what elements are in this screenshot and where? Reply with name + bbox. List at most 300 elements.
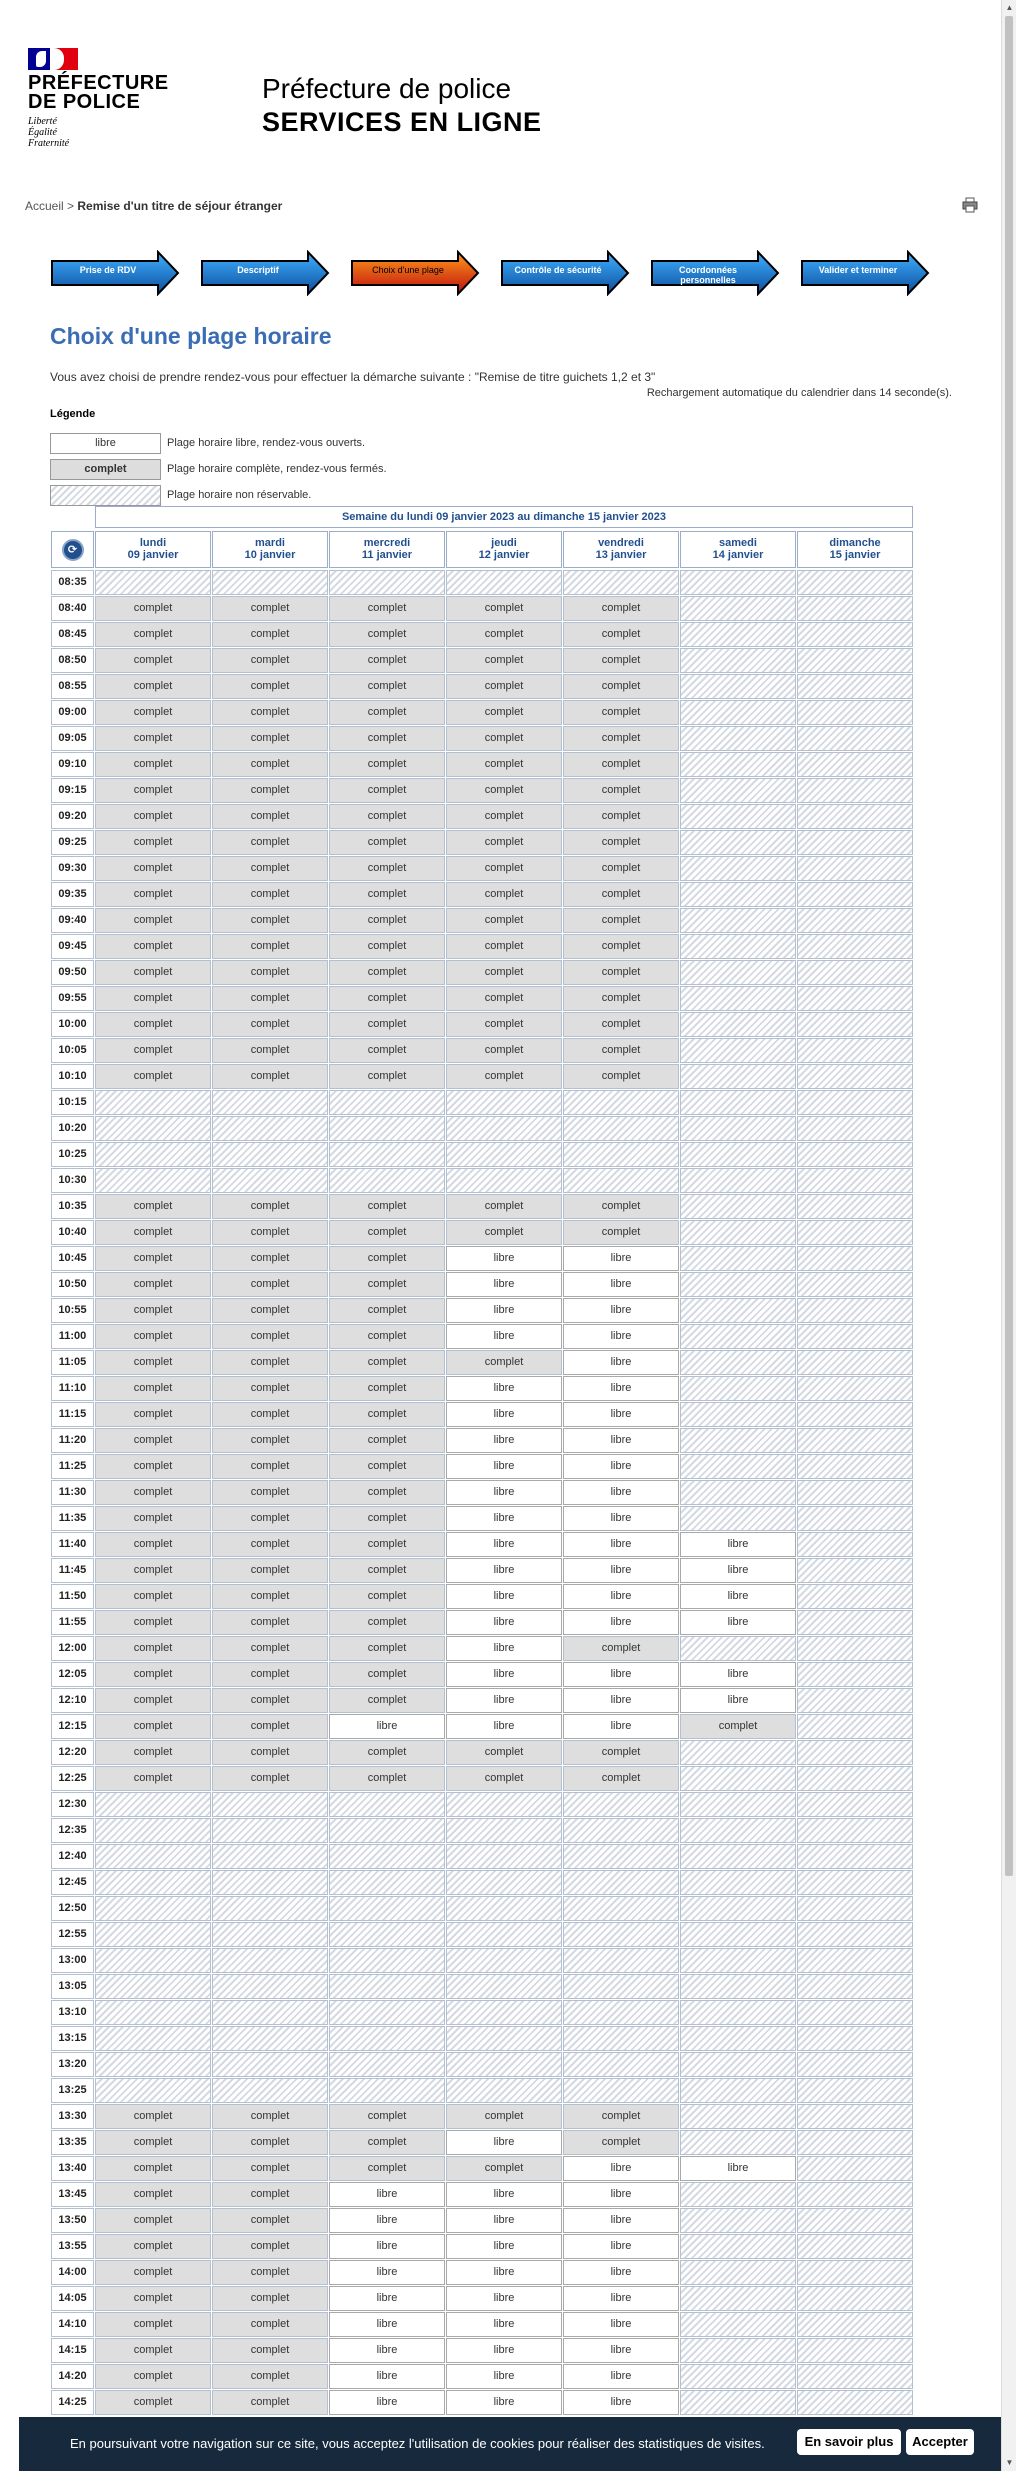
- slot-non-reservable: [446, 1142, 562, 1167]
- time-row: [51, 1870, 913, 1895]
- slot-non-reservable: [680, 1090, 796, 1115]
- slot-libre[interactable]: libre: [329, 2182, 445, 2207]
- slot-libre[interactable]: libre: [329, 2234, 445, 2259]
- slot-libre[interactable]: libre: [446, 2234, 562, 2259]
- slot-non-reservable: [680, 752, 796, 777]
- slot-complet: complet: [212, 674, 328, 699]
- slot-non-reservable: [212, 570, 328, 595]
- slot-libre[interactable]: libre: [563, 1506, 679, 1531]
- scroll-down-arrow-icon[interactable]: ▼: [1005, 2458, 1014, 2467]
- slot-complet: complet: [563, 1740, 679, 1765]
- slot-libre[interactable]: libre: [329, 2260, 445, 2285]
- slot-libre[interactable]: libre: [329, 2338, 445, 2363]
- slot-complet: complet: [329, 804, 445, 829]
- slot-non-reservable: [797, 1220, 913, 1245]
- slot-non-reservable: [563, 2000, 679, 2025]
- time-label: 11:55: [51, 1610, 94, 1635]
- slot-non-reservable: [797, 2338, 913, 2363]
- slot-non-reservable: [563, 1896, 679, 1921]
- prefecture-logo[interactable]: [28, 48, 169, 149]
- time-label: 12:20: [51, 1740, 94, 1765]
- slot-non-reservable: [797, 1428, 913, 1453]
- time-row: [51, 1584, 913, 1609]
- slot-complet: complet: [212, 1558, 328, 1583]
- slot-complet: complet: [95, 1246, 211, 1271]
- slot-non-reservable: [329, 1896, 445, 1921]
- slot-complet: complet: [446, 648, 562, 673]
- time-label: 13:45: [51, 2182, 94, 2207]
- slot-libre[interactable]: libre: [446, 1714, 562, 1739]
- slot-non-reservable: [797, 2260, 913, 2285]
- slot-libre[interactable]: libre: [563, 2182, 679, 2207]
- slot-libre[interactable]: libre: [446, 2390, 562, 2415]
- slot-complet: complet: [212, 1662, 328, 1687]
- slot-libre[interactable]: libre: [446, 1454, 562, 1479]
- time-label: 10:15: [51, 1090, 94, 1115]
- slot-non-reservable: [329, 1090, 445, 1115]
- reload-countdown: Rechargement automatique du calendrier dans 14 seconde(s).: [646, 387, 952, 399]
- slot-libre[interactable]: libre: [446, 1636, 562, 1661]
- time-label: 12:10: [51, 1688, 94, 1713]
- time-label: 09:40: [51, 908, 94, 933]
- slot-non-reservable: [95, 1948, 211, 1973]
- time-row: [51, 700, 913, 725]
- slot-complet: complet: [212, 1194, 328, 1219]
- motto-egalite: Égalité: [28, 127, 57, 138]
- time-row: [51, 1012, 913, 1037]
- slot-non-reservable: [563, 1818, 679, 1843]
- slot-complet: complet: [95, 1350, 211, 1375]
- slot-non-reservable: [563, 1974, 679, 1999]
- slot-libre[interactable]: libre: [563, 1402, 679, 1427]
- slot-libre[interactable]: libre: [446, 1688, 562, 1713]
- day-header-lundi: [95, 531, 211, 568]
- page-title: Choix d'une plage horaire: [50, 323, 332, 349]
- slot-non-reservable: [563, 1922, 679, 1947]
- slot-non-reservable: [446, 1948, 562, 1973]
- slot-libre[interactable]: libre: [446, 1558, 562, 1583]
- time-row: [51, 830, 913, 855]
- slot-complet: complet: [212, 778, 328, 803]
- slot-non-reservable: [95, 2052, 211, 2077]
- slot-non-reservable: [680, 934, 796, 959]
- slot-non-reservable: [212, 1142, 328, 1167]
- slot-non-reservable: [680, 1922, 796, 1947]
- time-row: [51, 2182, 913, 2207]
- time-label: 10:00: [51, 1012, 94, 1037]
- slot-complet: complet: [446, 596, 562, 621]
- slot-complet: complet: [212, 1480, 328, 1505]
- slot-non-reservable: [797, 778, 913, 803]
- slot-non-reservable: [797, 1402, 913, 1427]
- slot-non-reservable: [563, 1116, 679, 1141]
- time-row: [51, 1454, 913, 1479]
- slot-libre[interactable]: libre: [446, 2260, 562, 2285]
- slot-complet: complet: [95, 1688, 211, 1713]
- slot-libre[interactable]: libre: [329, 2312, 445, 2337]
- slot-libre[interactable]: libre: [680, 1610, 796, 1635]
- slot-complet: complet: [212, 2104, 328, 2129]
- time-label: 14:05: [51, 2286, 94, 2311]
- slot-non-reservable: [797, 1324, 913, 1349]
- slot-libre[interactable]: libre: [563, 1610, 679, 1635]
- slot-libre[interactable]: libre: [446, 1662, 562, 1687]
- slot-non-reservable: [680, 596, 796, 621]
- slot-complet: complet: [563, 700, 679, 725]
- time-label: 09:10: [51, 752, 94, 777]
- slot-non-reservable: [680, 726, 796, 751]
- slot-complet: complet: [329, 1012, 445, 1037]
- slot-complet: complet: [95, 1324, 211, 1349]
- slot-complet: complet: [446, 856, 562, 881]
- slot-complet: complet: [212, 752, 328, 777]
- breadcrumb: [25, 199, 282, 213]
- slot-non-reservable: [680, 2130, 796, 2155]
- slot-libre[interactable]: libre: [563, 2286, 679, 2311]
- slot-complet: complet: [563, 908, 679, 933]
- slot-non-reservable: [680, 1428, 796, 1453]
- slot-libre[interactable]: libre: [563, 1428, 679, 1453]
- slot-non-reservable: [563, 1870, 679, 1895]
- time-label: 09:35: [51, 882, 94, 907]
- slot-libre[interactable]: libre: [446, 2286, 562, 2311]
- breadcrumb-home-link[interactable]: Accueil: [25, 199, 64, 213]
- step-label: Contrôle de sécurité: [514, 265, 602, 275]
- slot-non-reservable: [680, 1298, 796, 1323]
- refresh-button[interactable]: [51, 531, 94, 568]
- slot-non-reservable: [446, 1922, 562, 1947]
- slot-complet: complet: [95, 1402, 211, 1427]
- slot-complet: complet: [563, 2104, 679, 2129]
- time-label: 12:35: [51, 1818, 94, 1843]
- slot-non-reservable: [680, 778, 796, 803]
- slot-libre[interactable]: libre: [563, 1532, 679, 1557]
- time-label: 12:05: [51, 1662, 94, 1687]
- slot-non-reservable: [446, 2078, 562, 2103]
- slot-complet: complet: [329, 700, 445, 725]
- slot-non-reservable: [95, 1974, 211, 1999]
- slot-non-reservable: [797, 1714, 913, 1739]
- slot-libre[interactable]: libre: [446, 2364, 562, 2389]
- slot-non-reservable: [797, 1298, 913, 1323]
- time-row: [51, 2208, 913, 2233]
- slot-non-reservable: [446, 1844, 562, 1869]
- slot-non-reservable: [446, 1974, 562, 1999]
- page-scrollbar[interactable]: [1001, 0, 1016, 2471]
- legend-row-libre: [50, 430, 387, 456]
- slot-non-reservable: [680, 856, 796, 881]
- slot-complet: complet: [212, 1454, 328, 1479]
- slot-libre[interactable]: libre: [563, 1688, 679, 1713]
- slot-complet: complet: [95, 856, 211, 881]
- slot-libre[interactable]: libre: [563, 1272, 679, 1297]
- slot-complet: complet: [329, 882, 445, 907]
- slot-libre[interactable]: libre: [563, 2260, 679, 2285]
- step-label: Prise de RDV: [79, 265, 137, 275]
- slot-libre[interactable]: libre: [563, 2234, 679, 2259]
- slot-complet: complet: [446, 778, 562, 803]
- slot-non-reservable: [563, 1792, 679, 1817]
- slot-non-reservable: [680, 2234, 796, 2259]
- time-label: 11:45: [51, 1558, 94, 1583]
- slot-non-reservable: [797, 1350, 913, 1375]
- slot-non-reservable: [680, 1792, 796, 1817]
- time-row: [51, 726, 913, 751]
- slot-complet: complet: [95, 1376, 211, 1401]
- slot-complet: complet: [212, 1064, 328, 1089]
- slot-libre[interactable]: libre: [563, 1298, 679, 1323]
- slot-non-reservable: [446, 1870, 562, 1895]
- slot-complet: complet: [329, 1532, 445, 1557]
- time-row: [51, 2026, 913, 2051]
- slot-non-reservable: [797, 1688, 913, 1713]
- slot-non-reservable: [680, 1194, 796, 1219]
- legend-box-complet: complet: [50, 459, 161, 480]
- slot-non-reservable: [212, 1974, 328, 1999]
- slot-non-reservable: [95, 1844, 211, 1869]
- slot-libre[interactable]: libre: [563, 1662, 679, 1687]
- slot-libre[interactable]: libre: [446, 1480, 562, 1505]
- slot-libre[interactable]: libre: [563, 1480, 679, 1505]
- time-label: 11:50: [51, 1584, 94, 1609]
- time-row: [51, 1220, 913, 1245]
- time-label: 11:30: [51, 1480, 94, 1505]
- slot-complet: complet: [329, 960, 445, 985]
- time-label: 11:40: [51, 1532, 94, 1557]
- time-label: 10:45: [51, 1246, 94, 1271]
- slot-libre[interactable]: libre: [563, 1324, 679, 1349]
- slot-non-reservable: [563, 1142, 679, 1167]
- slot-complet: complet: [329, 1272, 445, 1297]
- slot-libre[interactable]: libre: [563, 1584, 679, 1609]
- slot-complet: complet: [329, 1324, 445, 1349]
- time-row: [51, 2130, 913, 2155]
- time-row: [51, 1116, 913, 1141]
- slot-complet: complet: [95, 700, 211, 725]
- time-row: [51, 1246, 913, 1271]
- slot-non-reservable: [680, 622, 796, 647]
- time-label: 13:30: [51, 2104, 94, 2129]
- time-row: [51, 1402, 913, 1427]
- legend-box-non-reservable: [50, 485, 161, 506]
- slot-libre[interactable]: libre: [446, 1246, 562, 1271]
- day-date: 14 janvier: [712, 549, 764, 561]
- time-label: 12:00: [51, 1636, 94, 1661]
- slot-complet: complet: [329, 1220, 445, 1245]
- slot-libre[interactable]: libre: [446, 1376, 562, 1401]
- slot-non-reservable: [797, 804, 913, 829]
- slot-libre[interactable]: libre: [563, 1350, 679, 1375]
- slot-libre[interactable]: libre: [563, 2390, 679, 2415]
- slot-non-reservable: [797, 1896, 913, 1921]
- time-row: [51, 674, 913, 699]
- slot-non-reservable: [680, 1636, 796, 1661]
- slot-non-reservable: [212, 2000, 328, 2025]
- time-row: [51, 856, 913, 881]
- slot-libre[interactable]: libre: [446, 2130, 562, 2155]
- slot-complet: complet: [329, 622, 445, 647]
- site-title: [262, 72, 542, 138]
- slot-libre[interactable]: libre: [680, 2156, 796, 2181]
- slot-libre[interactable]: libre: [329, 2364, 445, 2389]
- slot-non-reservable: [797, 2026, 913, 2051]
- slot-libre[interactable]: libre: [446, 1610, 562, 1635]
- slot-non-reservable: [797, 1506, 913, 1531]
- slot-complet: complet: [446, 700, 562, 725]
- slot-libre[interactable]: libre: [563, 2156, 679, 2181]
- slot-non-reservable: [212, 1922, 328, 1947]
- slot-non-reservable: [329, 570, 445, 595]
- slot-libre[interactable]: libre: [329, 2208, 445, 2233]
- slot-libre[interactable]: libre: [680, 1584, 796, 1609]
- time-label: 13:15: [51, 2026, 94, 2051]
- slot-libre[interactable]: libre: [446, 2182, 562, 2207]
- slot-libre[interactable]: libre: [680, 1532, 796, 1557]
- time-label: 11:10: [51, 1376, 94, 1401]
- slot-libre[interactable]: libre: [563, 2208, 679, 2233]
- slot-complet: complet: [212, 1402, 328, 1427]
- slot-complet: complet: [446, 804, 562, 829]
- cookie-more-button[interactable]: En savoir plus: [797, 2429, 901, 2455]
- slot-complet: complet: [329, 1662, 445, 1687]
- slot-libre[interactable]: libre: [446, 2312, 562, 2337]
- slot-libre[interactable]: libre: [563, 2312, 679, 2337]
- time-label: 10:10: [51, 1064, 94, 1089]
- slot-non-reservable: [446, 570, 562, 595]
- slot-non-reservable: [797, 1870, 913, 1895]
- day-name: lundi: [139, 537, 167, 549]
- slot-non-reservable: [212, 1948, 328, 1973]
- slot-libre[interactable]: libre: [563, 1376, 679, 1401]
- slot-non-reservable: [329, 2026, 445, 2051]
- slot-non-reservable: [563, 2052, 679, 2077]
- slot-complet: complet: [329, 752, 445, 777]
- time-row: [51, 908, 913, 933]
- time-row: [51, 1142, 913, 1167]
- slot-non-reservable: [680, 2338, 796, 2363]
- slot-libre[interactable]: libre: [446, 2338, 562, 2363]
- slot-libre[interactable]: libre: [446, 1402, 562, 1427]
- slot-non-reservable: [563, 1090, 679, 1115]
- slot-complet: complet: [212, 1298, 328, 1323]
- slot-libre[interactable]: libre: [329, 1714, 445, 1739]
- time-label: 09:20: [51, 804, 94, 829]
- slot-libre[interactable]: libre: [563, 2338, 679, 2363]
- step-1: [50, 250, 180, 296]
- time-label: 10:40: [51, 1220, 94, 1245]
- slot-libre[interactable]: libre: [563, 1454, 679, 1479]
- slot-complet: complet: [95, 2156, 211, 2181]
- legend-title: Légende: [50, 408, 96, 420]
- slot-complet: complet: [329, 1766, 445, 1791]
- slot-complet: complet: [212, 1506, 328, 1531]
- time-row: [51, 2104, 913, 2129]
- slot-libre[interactable]: libre: [446, 1272, 562, 1297]
- time-label: 13:40: [51, 2156, 94, 2181]
- slot-non-reservable: [680, 1948, 796, 1973]
- slot-complet: complet: [446, 752, 562, 777]
- slot-non-reservable: [797, 1818, 913, 1843]
- time-row: [51, 1272, 913, 1297]
- slot-libre[interactable]: libre: [446, 2208, 562, 2233]
- slot-libre[interactable]: libre: [563, 2364, 679, 2389]
- slot-complet: complet: [680, 1714, 796, 1739]
- step-5: [650, 250, 780, 296]
- slot-complet: complet: [212, 622, 328, 647]
- slot-non-reservable: [680, 2000, 796, 2025]
- slot-libre[interactable]: libre: [446, 1428, 562, 1453]
- slot-non-reservable: [680, 648, 796, 673]
- slot-complet: complet: [446, 1194, 562, 1219]
- slot-complet: complet: [329, 1246, 445, 1271]
- scroll-up-arrow-icon[interactable]: ▲: [1005, 3, 1014, 12]
- time-label: 11:00: [51, 1324, 94, 1349]
- slot-complet: complet: [563, 778, 679, 803]
- slot-non-reservable: [680, 2104, 796, 2129]
- slot-libre[interactable]: libre: [563, 1558, 679, 1583]
- day-header-vendredi: [563, 531, 679, 568]
- legend-box-libre: libre: [50, 433, 161, 454]
- slot-complet: complet: [212, 2312, 328, 2337]
- slot-non-reservable: [797, 1454, 913, 1479]
- slot-complet: complet: [563, 934, 679, 959]
- step-label: Descriptif: [237, 265, 279, 275]
- slot-libre[interactable]: libre: [680, 1662, 796, 1687]
- slot-complet: complet: [95, 596, 211, 621]
- cookie-accept-button[interactable]: Accepter: [906, 2429, 974, 2455]
- time-label: 12:50: [51, 1896, 94, 1921]
- slot-non-reservable: [563, 570, 679, 595]
- site-title-line-2: SERVICES EN LIGNE: [262, 107, 542, 137]
- slot-non-reservable: [563, 2026, 679, 2051]
- time-label: 09:15: [51, 778, 94, 803]
- slot-non-reservable: [329, 1948, 445, 1973]
- slot-non-reservable: [797, 2312, 913, 2337]
- step-label: Choix d'une plage: [372, 265, 444, 275]
- slot-libre[interactable]: libre: [446, 1298, 562, 1323]
- slot-libre[interactable]: libre: [329, 2286, 445, 2311]
- time-row: [51, 2052, 913, 2077]
- day-name: mardi: [255, 537, 285, 549]
- slot-non-reservable: [797, 2052, 913, 2077]
- slot-libre[interactable]: libre: [563, 1246, 679, 1271]
- legend: [50, 430, 387, 508]
- slot-non-reservable: [329, 1844, 445, 1869]
- slot-non-reservable: [680, 1324, 796, 1349]
- slot-libre[interactable]: libre: [563, 1714, 679, 1739]
- breadcrumb-current: Remise d'un titre de séjour étranger: [77, 199, 283, 213]
- time-label: 13:55: [51, 2234, 94, 2259]
- slot-complet: complet: [95, 2234, 211, 2259]
- scrollbar-thumb[interactable]: [1005, 16, 1013, 1876]
- slot-libre[interactable]: libre: [680, 1558, 796, 1583]
- slot-libre[interactable]: libre: [446, 1532, 562, 1557]
- slot-non-reservable: [680, 2364, 796, 2389]
- slot-libre[interactable]: libre: [680, 1688, 796, 1713]
- slot-complet: complet: [563, 1012, 679, 1037]
- time-row: [51, 2390, 913, 2415]
- slot-complet: complet: [95, 2104, 211, 2129]
- slot-libre[interactable]: libre: [446, 1584, 562, 1609]
- slot-libre[interactable]: libre: [446, 1324, 562, 1349]
- slot-complet: complet: [212, 830, 328, 855]
- slot-complet: complet: [329, 934, 445, 959]
- slot-libre[interactable]: libre: [446, 1506, 562, 1531]
- print-icon[interactable]: [962, 197, 978, 213]
- slot-libre[interactable]: libre: [329, 2390, 445, 2415]
- slot-non-reservable: [212, 1792, 328, 1817]
- slot-complet: complet: [212, 882, 328, 907]
